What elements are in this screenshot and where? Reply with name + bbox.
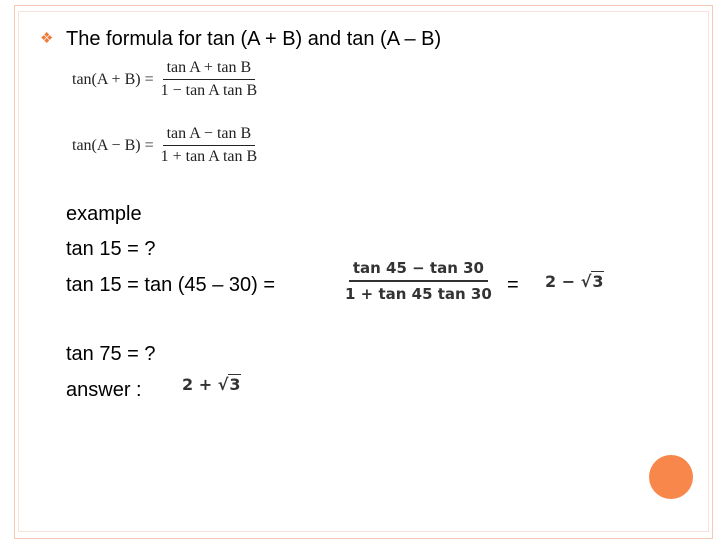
sqrt-icon: √	[580, 272, 592, 291]
formula-tan-diff	[72, 125, 261, 166]
work-tan15: tan 15 = tan (45 – 30) =	[66, 274, 276, 296]
example-label: example	[66, 203, 142, 225]
result-tan15	[545, 272, 604, 291]
formula-tan-diff-denominator: 1 + tan A tan B	[160, 148, 258, 165]
answer-label: answer :	[66, 379, 142, 401]
result-tan75-prefix: 2 +	[182, 375, 218, 394]
formula-tan-diff-lhs: tan(A − B) =	[72, 136, 154, 154]
fraction-tan15	[338, 259, 496, 303]
bullet-icon: ❖	[40, 30, 54, 47]
question-tan75: tan 75 = ?	[66, 343, 156, 365]
fraction-tan15-body	[341, 259, 496, 303]
result-tan15-root: 3	[592, 272, 604, 291]
result-tan75-root: 3	[229, 375, 241, 394]
fraction-tan15-denominator: 1 + tan 45 tan 30	[345, 285, 492, 303]
formula-tan-sum-numerator: tan A + tan B	[163, 59, 256, 80]
formula-tan-sum-denominator: 1 − tan A tan B	[160, 82, 258, 99]
formula-tan-sum-lhs: tan(A + B) =	[72, 70, 154, 88]
result-tan75	[182, 375, 241, 394]
slide-heading: The formula for tan (A + B) and tan (A – B)	[66, 28, 442, 50]
equals-sign: =	[507, 274, 519, 296]
formula-tan-sum	[72, 59, 261, 100]
decorative-circle	[649, 455, 693, 499]
formula-tan-sum-fraction	[157, 59, 262, 100]
result-tan15-prefix: 2 −	[545, 272, 581, 291]
sqrt-icon: √	[217, 375, 229, 394]
formula-tan-diff-numerator: tan A − tan B	[163, 125, 256, 146]
fraction-tan15-numerator: tan 45 − tan 30	[349, 259, 488, 282]
formula-tan-diff-fraction	[157, 125, 262, 166]
question-tan15: tan 15 = ?	[66, 238, 156, 260]
